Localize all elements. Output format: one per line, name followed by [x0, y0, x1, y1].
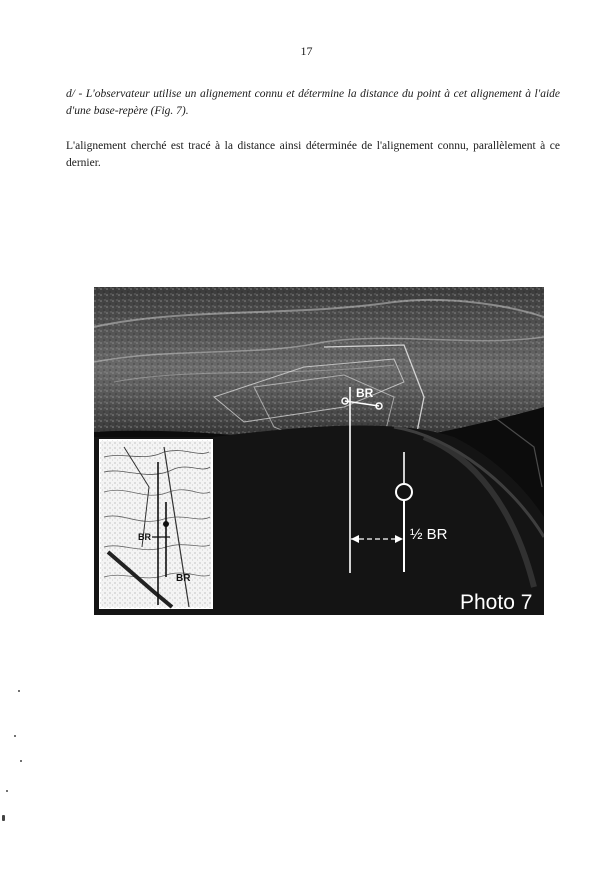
paragraph-d: d/ - L'observateur utilise un alignement connu et détermine la distance du point à cet alignement à l'aide d'une base-repère (Fig. 7).	[66, 88, 560, 117]
scan-speck	[20, 760, 22, 762]
scan-speck	[18, 690, 20, 692]
photo-7	[94, 287, 544, 615]
scan-speck	[14, 735, 16, 737]
scan-speck	[2, 815, 5, 821]
br-label: BR	[356, 386, 374, 400]
scan-speck	[6, 790, 8, 792]
page-number: 17	[300, 44, 313, 58]
inset-br-bottom: BR	[176, 573, 191, 584]
half-br-label: ½ BR	[410, 526, 448, 543]
photo-caption: Photo 7	[460, 591, 533, 614]
inset-map	[100, 440, 212, 608]
inset-br-top: BR	[138, 532, 151, 542]
paragraph-alignment: L'alignement cherché est tracé à la distance ainsi déterminée de l'alignement connu, parallèlement à ce dernier.	[66, 140, 560, 169]
